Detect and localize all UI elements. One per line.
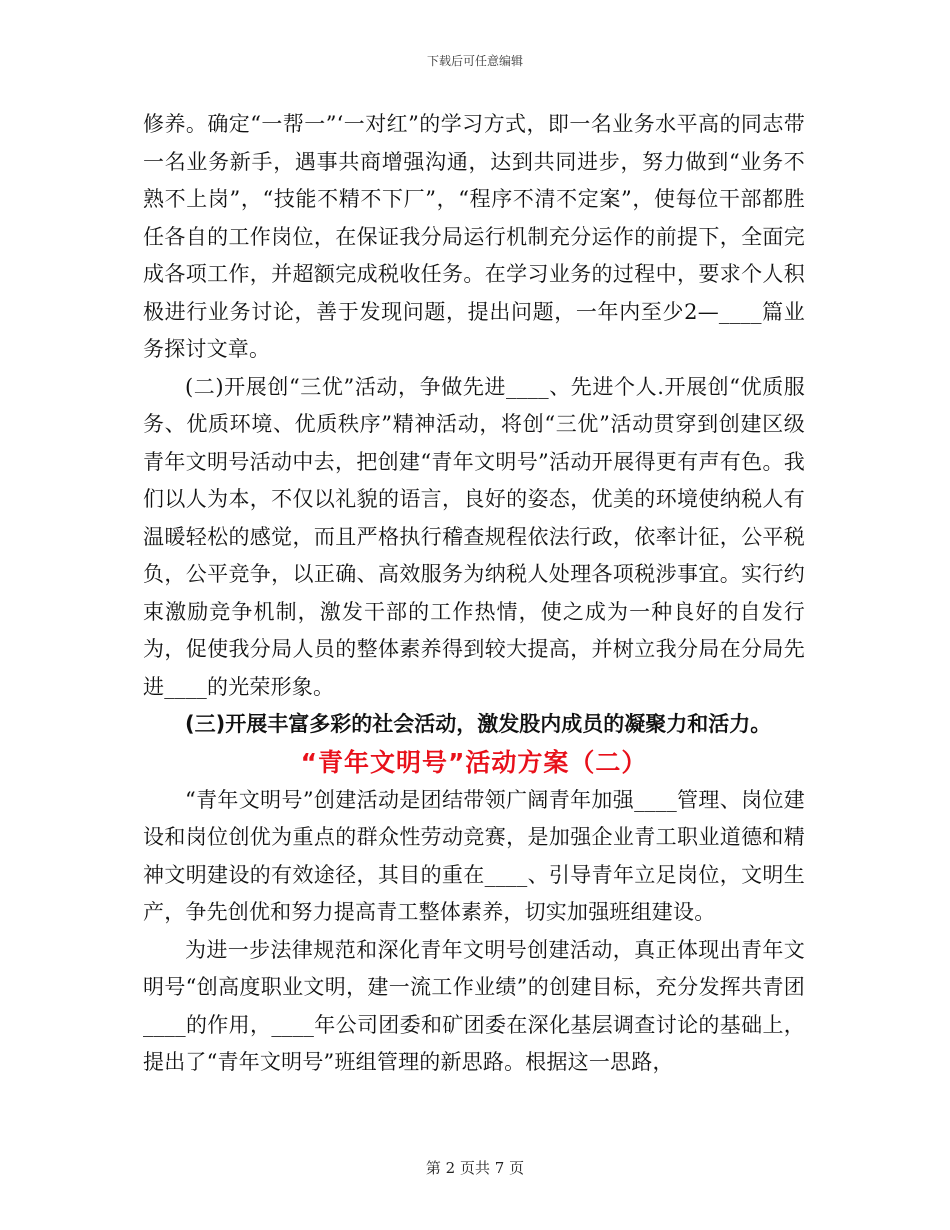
page-header: 下载后可任意编辑 [426, 54, 523, 68]
section-title: “青年文明号”活动方案（二） [300, 747, 648, 777]
paragraph-intro: “青年文明号”创建活动是团结带领广阔青年加强____管理、岗位建设和岗位创优为重点的群众性劳动竞赛，是加强企业青工职业道德和精神文明建设的有效途径，其目的重在____、引导青年立足岗位，文明生产，争先创优和努力提高青工整体素养，切实加强班组建设。 [143, 787, 805, 924]
paragraph-purpose: 为进一步法律规范和深化青年文明号创建活动，真正体现出青年文明号“创高度职业文明，建一流工作业绩”的创建目标，充分发挥共青团____的作用，____年公司团委和矿团委在深化基层调查讨论的基础上，提出了“青年文明号”班组管理的新思路。根据这一思路， [143, 937, 805, 1074]
paragraph-section-two: (二)开展创“三优”活动，争做先进____、先进个人.开展创“优质服务、优质环境、优质秩序”精神活动，将创“三优”活动贯穿到创建区级青年文明号活动中去，把创建“青年文明号”活动开展得更有声有色。我们以人为本，不仅以礼貌的语言，良好的姿态，优美的环境使纳税人有温暖轻松的感觉，而且严格执行稽查规程依法行政，依率计征，公平税负，公平竞争，以正确、高效服务为纳税人处理各项税涉事宜。实行约束激励竞争机制，激发干部的工作热情，使之成为一种良好的自发行为，促使我分局人员的整体素养得到较大提高，并树立我分局在分局先进____的光荣形象。 [143, 374, 805, 699]
page-footer: 第 2 页共 7 页 [425, 1159, 525, 1177]
document-body [143, 106, 805, 1082]
section-three-heading: (三)开展丰富多彩的社会活动，激发股内成员的凝聚力和活力。 [185, 712, 772, 736]
paragraph-continuation: 修养。确定“一帮一”‘一对红”的学习方式，即一名业务水平高的同志带一名业务新手，遇事共商增强沟通，达到共同进步，努力做到“业务不熟不上岗”，“技能不精不下厂”，“程序不清不定案”，使每位干部都胜任各自的工作岗位，在保证我分局运行机制充分运作的前提下，全面完成各项工作，并超额完成税收任务。在学习业务的过程中，要求个人积极进行业务讨论，善于发现问题，提出问题，一年内至少2—____篇业务探讨文章。 [143, 112, 805, 361]
